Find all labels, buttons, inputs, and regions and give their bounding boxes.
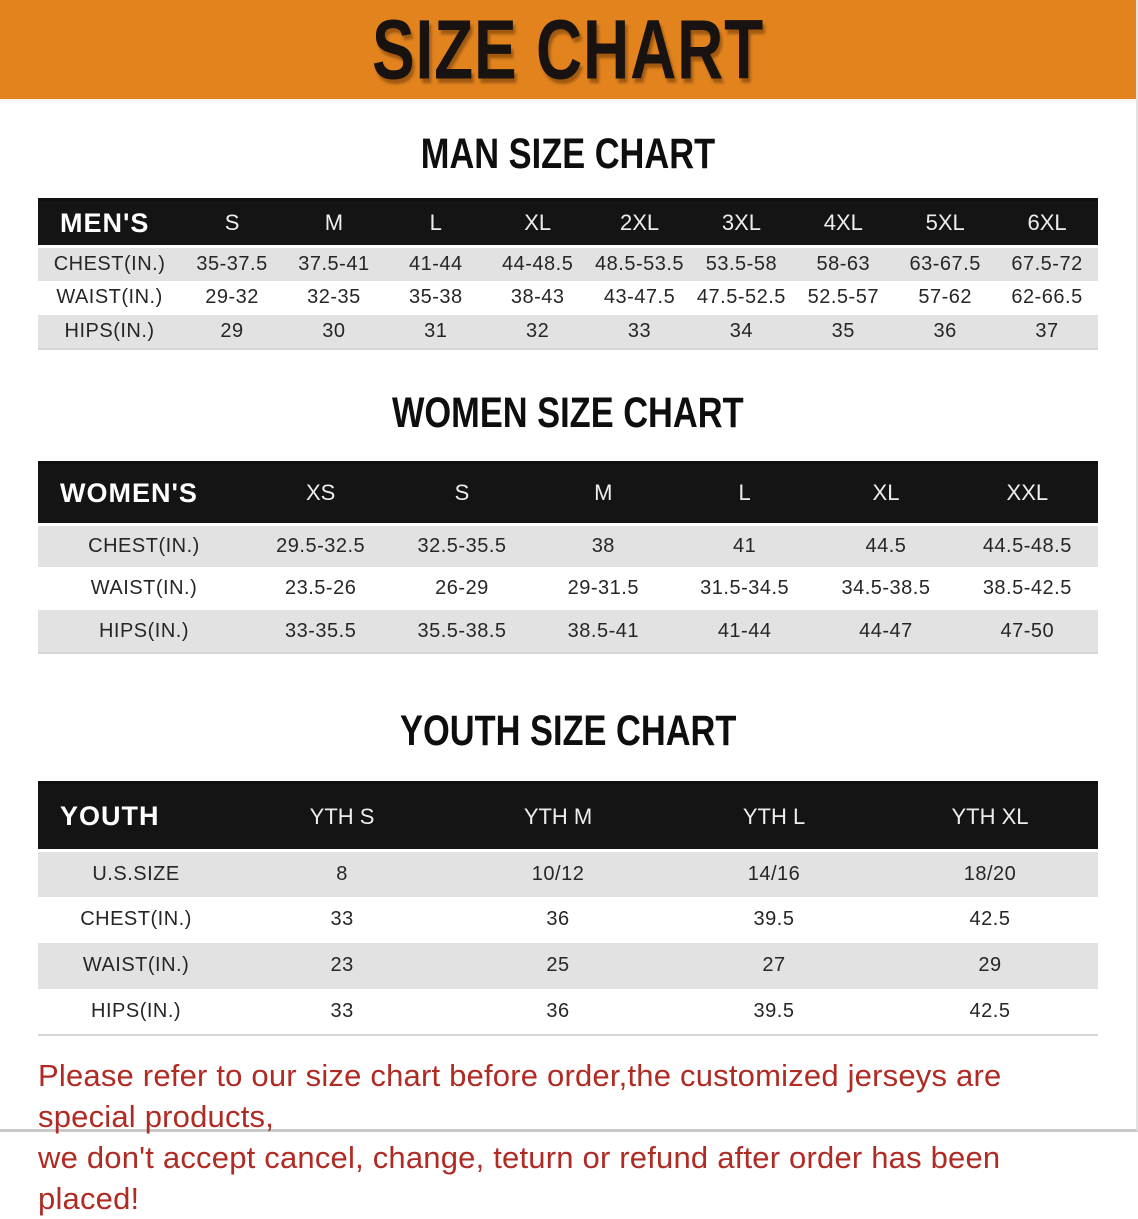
table-cell: 32-35 <box>283 281 385 315</box>
men-size-table <box>38 198 1098 350</box>
table-title-cell: MEN'S <box>38 200 181 247</box>
table-row <box>38 524 1098 567</box>
table-cell: 35-37.5 <box>181 247 283 281</box>
column-header: M <box>283 200 385 247</box>
disclaimer <box>0 1055 1136 1219</box>
table-cell: 44.5-48.5 <box>957 524 1098 567</box>
column-header: XL <box>487 200 589 247</box>
table-cell: 25 <box>450 943 666 989</box>
table-cell: 37.5-41 <box>283 247 385 281</box>
table-title-cell: WOMEN'S <box>38 462 250 524</box>
table-cell: 38-43 <box>487 281 589 315</box>
table-row <box>38 943 1098 989</box>
column-header: 4XL <box>792 200 894 247</box>
column-header: 5XL <box>894 200 996 247</box>
table-cell: 52.5-57 <box>792 281 894 315</box>
column-header: YTH S <box>234 783 450 851</box>
table-cell: 23 <box>234 943 450 989</box>
table-cell: 29 <box>882 943 1098 989</box>
table-cell: 31.5-34.5 <box>674 567 815 610</box>
table-cell: 37 <box>996 315 1098 349</box>
table-cell: 8 <box>234 851 450 897</box>
table-cell: 29-31.5 <box>533 567 674 610</box>
table-row <box>38 610 1098 653</box>
table-cell: 42.5 <box>882 897 1098 943</box>
table-cell: 32.5-35.5 <box>391 524 532 567</box>
column-header: YTH XL <box>882 783 1098 851</box>
row-label: WAIST(IN.) <box>38 281 181 315</box>
table-cell: 38.5-41 <box>533 610 674 653</box>
table-row <box>38 989 1098 1035</box>
table-cell: 62-66.5 <box>996 281 1098 315</box>
table-cell: 23.5-26 <box>250 567 391 610</box>
table-cell: 10/12 <box>450 851 666 897</box>
column-header: XS <box>250 462 391 524</box>
table-cell: 33 <box>234 897 450 943</box>
table-cell: 27 <box>666 943 882 989</box>
women-section-heading-text: WOMEN SIZE CHART <box>392 392 744 435</box>
table-cell: 31 <box>385 315 487 349</box>
header-row <box>38 462 1098 524</box>
table-cell: 43-47.5 <box>589 281 691 315</box>
table-cell: 36 <box>450 897 666 943</box>
table-cell: 29-32 <box>181 281 283 315</box>
table-cell: 47.5-52.5 <box>690 281 792 315</box>
table-row <box>38 315 1098 349</box>
table-cell: 35-38 <box>385 281 487 315</box>
men-section-heading-text: MAN SIZE CHART <box>421 133 715 176</box>
row-label: WAIST(IN.) <box>38 567 250 610</box>
women-size-table <box>38 461 1098 655</box>
table-cell: 33 <box>234 989 450 1035</box>
column-header: 3XL <box>690 200 792 247</box>
table-cell: 29.5-32.5 <box>250 524 391 567</box>
disclaimer-line-1: Please refer to our size chart before order,the customized jerseys are special products, <box>38 1055 1098 1137</box>
column-header: XL <box>815 462 956 524</box>
table-cell: 35 <box>792 315 894 349</box>
column-header: S <box>181 200 283 247</box>
table-cell: 36 <box>450 989 666 1035</box>
disclaimer-line-2: we don't accept cancel, change, teturn or refund after order has been placed! <box>38 1137 1098 1219</box>
table-cell: 67.5-72 <box>996 247 1098 281</box>
row-label: CHEST(IN.) <box>38 247 181 281</box>
row-label: CHEST(IN.) <box>38 524 250 567</box>
table-cell: 14/16 <box>666 851 882 897</box>
table-cell: 44-48.5 <box>487 247 589 281</box>
row-label: HIPS(IN.) <box>38 610 250 653</box>
row-label: U.S.SIZE <box>38 851 234 897</box>
header-row <box>38 200 1098 247</box>
banner <box>0 0 1136 101</box>
table-cell: 41-44 <box>385 247 487 281</box>
column-header: XXL <box>957 462 1098 524</box>
table-cell: 18/20 <box>882 851 1098 897</box>
women-section-heading <box>0 392 1136 435</box>
men-section-heading <box>0 133 1136 176</box>
table-cell: 36 <box>894 315 996 349</box>
column-header: L <box>385 200 487 247</box>
table-cell: 26-29 <box>391 567 532 610</box>
table-title-cell: YOUTH <box>38 783 234 851</box>
table-row <box>38 897 1098 943</box>
table-cell: 38 <box>533 524 674 567</box>
column-header: 2XL <box>589 200 691 247</box>
table-cell: 33 <box>589 315 691 349</box>
banner-title: SIZE CHART <box>372 1 764 99</box>
table-row <box>38 247 1098 281</box>
table-cell: 41 <box>674 524 815 567</box>
table-cell: 33-35.5 <box>250 610 391 653</box>
section-women <box>0 392 1136 655</box>
youth-section-heading <box>0 710 1136 753</box>
column-header: 6XL <box>996 200 1098 247</box>
table-row <box>38 567 1098 610</box>
table-row <box>38 281 1098 315</box>
table-cell: 44-47 <box>815 610 956 653</box>
table-cell: 35.5-38.5 <box>391 610 532 653</box>
youth-size-table <box>38 781 1098 1036</box>
table-cell: 32 <box>487 315 589 349</box>
row-label: HIPS(IN.) <box>38 989 234 1035</box>
table-cell: 29 <box>181 315 283 349</box>
column-header: S <box>391 462 532 524</box>
table-cell: 53.5-58 <box>690 247 792 281</box>
column-header: L <box>674 462 815 524</box>
column-header: YTH M <box>450 783 666 851</box>
header-row <box>38 783 1098 851</box>
table-cell: 47-50 <box>957 610 1098 653</box>
table-cell: 41-44 <box>674 610 815 653</box>
row-label: WAIST(IN.) <box>38 943 234 989</box>
table-cell: 63-67.5 <box>894 247 996 281</box>
column-header: YTH L <box>666 783 882 851</box>
table-row <box>38 851 1098 897</box>
youth-section-heading-text: YOUTH SIZE CHART <box>400 710 736 753</box>
row-label: HIPS(IN.) <box>38 315 181 349</box>
column-header: M <box>533 462 674 524</box>
table-cell: 30 <box>283 315 385 349</box>
section-youth <box>0 710 1136 1036</box>
table-cell: 38.5-42.5 <box>957 567 1098 610</box>
section-men <box>0 133 1136 350</box>
table-cell: 58-63 <box>792 247 894 281</box>
table-cell: 39.5 <box>666 897 882 943</box>
table-cell: 44.5 <box>815 524 956 567</box>
table-cell: 48.5-53.5 <box>589 247 691 281</box>
content <box>0 133 1136 1036</box>
table-cell: 39.5 <box>666 989 882 1035</box>
row-label: CHEST(IN.) <box>38 897 234 943</box>
table-cell: 34.5-38.5 <box>815 567 956 610</box>
table-cell: 42.5 <box>882 989 1098 1035</box>
table-cell: 34 <box>690 315 792 349</box>
table-cell: 57-62 <box>894 281 996 315</box>
